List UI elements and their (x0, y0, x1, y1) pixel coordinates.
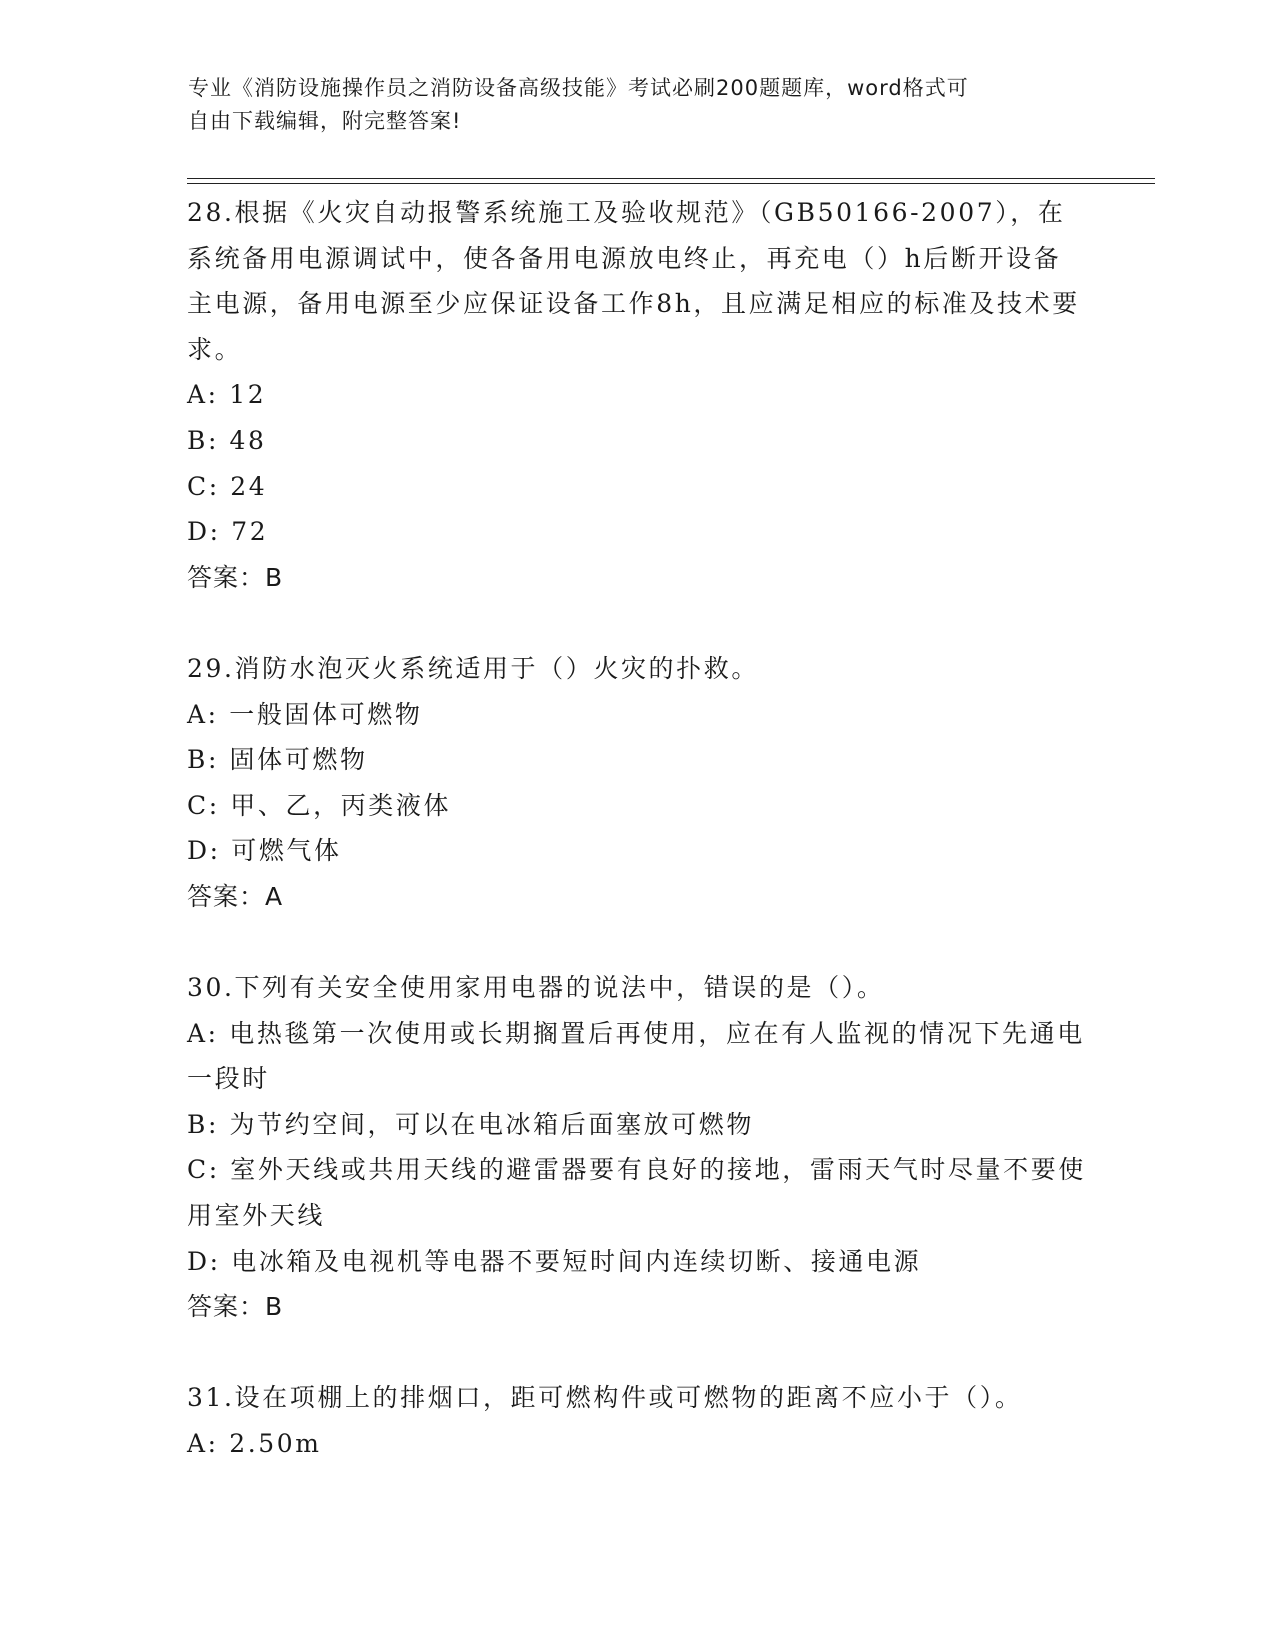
question-text: 31.设在项棚上的排烟口，距可燃构件或可燃物的距离不应小于（）。 (187, 1383, 1023, 1413)
option-c: C: 甲、乙，丙类液体 (187, 790, 452, 820)
header-line-1: 专业《消防设施操作员之消防设备高级技能》考试必刷200题题库，word格式可 (188, 76, 969, 100)
option-a: A: 一般固体可燃物 (187, 699, 423, 729)
answer: 答案：A (187, 881, 284, 911)
answer: 答案：B (187, 1292, 284, 1322)
question-29 (187, 646, 1087, 920)
option-c: C: 24 (187, 471, 268, 501)
option-a: A: 12 (187, 380, 267, 410)
spacer (187, 920, 1087, 966)
option-b: B: 固体可燃物 (187, 745, 368, 775)
question-31 (187, 1375, 1087, 1466)
option-b: B: 48 (187, 425, 267, 455)
spacer (187, 1330, 1087, 1376)
option-d: D: 72 (187, 517, 269, 547)
header-divider-top (187, 178, 1155, 179)
option-d: D: 电冰箱及电视机等电器不要短时间内连续切断、接通电源 (187, 1246, 922, 1276)
question-text: 30.下列有关安全使用家用电器的说法中，错误的是（）。 (187, 973, 885, 1003)
question-30 (187, 965, 1087, 1330)
question-28 (187, 190, 1087, 600)
question-list (187, 190, 1087, 1467)
document-header (188, 72, 1078, 138)
option-a: A: 2.50m (187, 1429, 322, 1459)
header-line-2: 自由下载编辑，附完整答案! (188, 109, 462, 133)
question-text: 28.根据《火灾自动报警系统施工及验收规范》（GB50166-2007），在系统备用电源调试中，使各备用电源放电终止，再充电（）h后断开设备主电源，备用电源至少应保证设备工作8h，且应满足相应的标准及技术要求。 (187, 198, 1080, 364)
option-b: B: 为节约空间，可以在电冰箱后面塞放可燃物 (187, 1109, 754, 1139)
option-a: A: 电热毯第一次使用或长期搁置后再使用，应在有人监视的情况下先通电一段时 (187, 1018, 1085, 1094)
option-c: C: 室外天线或共用天线的避雷器要有良好的接地，雷雨天气时尽量不要使用室外天线 (187, 1155, 1086, 1231)
spacer (187, 600, 1087, 646)
answer: 答案：B (187, 562, 284, 592)
option-d: D: 可燃气体 (187, 836, 342, 866)
question-text: 29.消防水泡灭火系统适用于（）火灾的扑救。 (187, 653, 759, 683)
header-divider-bottom (187, 183, 1155, 184)
